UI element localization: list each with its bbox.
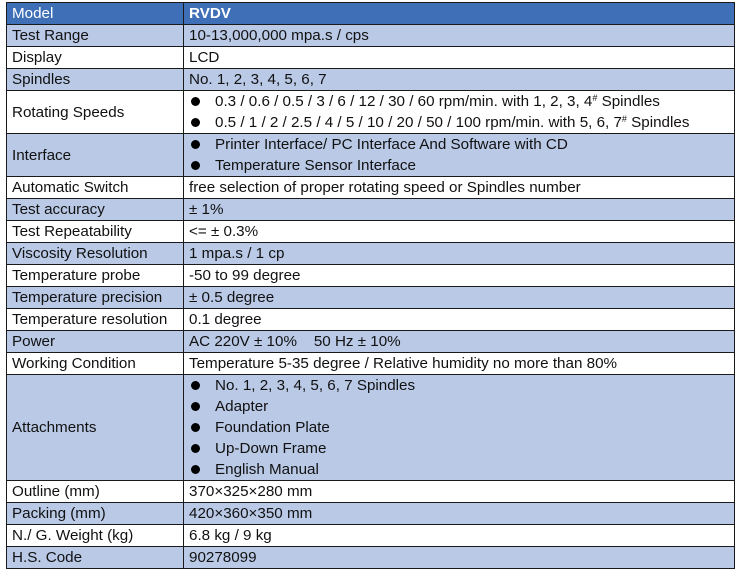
row-working-condition [7,353,735,375]
row-key: Temperature precision [7,287,184,309]
bullet-icon [191,140,200,149]
row-key: N./ G. Weight (kg) [7,525,184,547]
row-key: Packing (mm) [7,503,184,525]
row-key: Viscosity Resolution [7,243,184,265]
row-rotating-speeds [7,91,735,134]
header-row [7,3,735,25]
bullet-list [189,375,729,480]
row-power [7,331,735,353]
list-item [189,396,729,417]
row-packing [7,503,735,525]
row-value [184,91,735,134]
list-item [189,417,729,438]
row-value: 370×325×280 mm [184,481,735,503]
row-key: Power [7,331,184,353]
row-key: Temperature probe [7,265,184,287]
row-key: Automatic Switch [7,177,184,199]
row-value: 420×360×350 mm [184,503,735,525]
row-temperature-probe [7,265,735,287]
bullet-icon [191,118,200,127]
row-value: 90278099 [184,547,735,569]
row-key: Test Repeatability [7,221,184,243]
spec-table [6,2,735,569]
row-attachments [7,375,735,481]
row-viscosity-resolution [7,243,735,265]
row-test-accuracy [7,199,735,221]
row-test-range [7,25,735,47]
row-key: Test accuracy [7,199,184,221]
row-value: LCD [184,47,735,69]
row-weight [7,525,735,547]
row-value [184,375,735,481]
row-spindles [7,69,735,91]
row-value: ± 0.5 degree [184,287,735,309]
row-test-repeatability [7,221,735,243]
list-item [189,112,729,133]
header-value: RVDV [184,3,735,25]
list-item-text: Foundation Plate [215,419,330,436]
row-value: 1 mpa.s / 1 cp [184,243,735,265]
superscript-mark: # [592,93,598,103]
row-automatic-switch [7,177,735,199]
row-temperature-resolution [7,309,735,331]
row-value: AC 220V ± 10% 50 Hz ± 10% [184,331,735,353]
row-value: 0.1 degree [184,309,735,331]
list-item-text: 0.3 / 0.6 / 0.5 / 3 / 6 / 12 / 30 / 60 rpm/min. with 1, 2, 3, 4 [215,93,593,110]
list-item-tail: Spindles [597,93,660,110]
row-key: Spindles [7,69,184,91]
list-item-text: Temperature Sensor Interface [215,157,416,174]
row-value: <= ± 0.3% [184,221,735,243]
row-display [7,47,735,69]
bullet-icon [191,423,200,432]
row-value: free selection of proper rotating speed or Spindles number [184,177,735,199]
row-key: Outline (mm) [7,481,184,503]
row-temperature-precision [7,287,735,309]
list-item [189,155,729,176]
list-item-text: No. 1, 2, 3, 4, 5, 6, 7 Spindles [215,377,416,394]
bullet-icon [191,161,200,170]
superscript-mark: # [621,114,627,124]
row-value: 6.8 kg / 9 kg [184,525,735,547]
row-key: H.S. Code [7,547,184,569]
bullet-list [189,91,729,133]
list-item-tail: Spindles [626,114,690,131]
bullet-icon [191,381,200,390]
row-value: 10-13,000,000 mpa.s / cps [184,25,735,47]
row-value: ± 1% [184,199,735,221]
row-key: Interface [7,134,184,177]
list-item-text: Adapter [215,398,269,415]
row-key: Working Condition [7,353,184,375]
row-value: No. 1, 2, 3, 4, 5, 6, 7 [184,69,735,91]
header-key: Model [7,3,184,25]
list-item [189,375,729,396]
list-item [189,91,729,112]
list-item [189,438,729,459]
row-key: Temperature resolution [7,309,184,331]
row-hs-code [7,547,735,569]
row-key: Rotating Speeds [7,91,184,134]
row-value: -50 to 99 degree [184,265,735,287]
list-item-text: Up-Down Frame [215,440,327,457]
row-value [184,134,735,177]
list-item [189,134,729,155]
row-key: Attachments [7,375,184,481]
row-key: Test Range [7,25,184,47]
bullet-icon [191,97,200,106]
list-item [189,459,729,480]
bullet-icon [191,465,200,474]
bullet-list [189,134,729,176]
row-value: Temperature 5-35 degree / Relative humidity no more than 80% [184,353,735,375]
row-key: Display [7,47,184,69]
row-outline [7,481,735,503]
list-item-text: Printer Interface/ PC Interface And Software with CD [215,136,568,153]
list-item-text: English Manual [215,461,319,478]
bullet-icon [191,402,200,411]
row-interface [7,134,735,177]
bullet-icon [191,444,200,453]
list-item-text: 0.5 / 1 / 2 / 2.5 / 4 / 5 / 10 / 20 / 50 / 100 rpm/min. with 5, 6, 7 [215,114,622,131]
